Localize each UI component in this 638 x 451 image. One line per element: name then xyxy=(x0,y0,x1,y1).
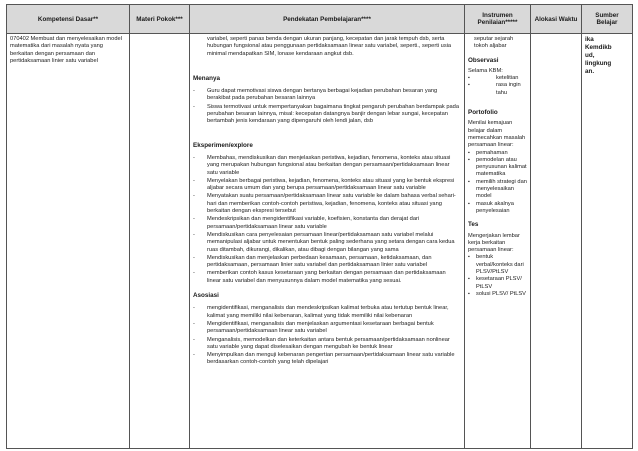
tes-item xyxy=(468,291,527,298)
portofolio-item xyxy=(468,201,527,216)
sumber-line: lingkung xyxy=(585,60,612,67)
portofolio-item xyxy=(468,179,527,201)
eksperimen-item xyxy=(193,216,461,231)
eksperimen-item xyxy=(193,270,461,285)
eksperimen-item-text: Mendiskusikan cara penyelesaian persamaan linear/pertidaksamaan satu variabel melalui memanipulasi aljabar untuk menentukan bentuk paling sederhana yang setara dengan cara kedua ruas ditambah, dikurangi, dikalikan, atau dibagi dengan bilangan yang sama xyxy=(207,231,455,253)
portofolio-text: Menilai kemajuan belajar dalam memecahkan masalah persamaan linear: xyxy=(468,120,526,149)
tes-item-text: bentuk verbal/konteks dari PLSV/PtLSV xyxy=(476,254,524,276)
bullet-icon: ▪ xyxy=(468,82,470,89)
portofolio-heading: Portofolio xyxy=(468,109,498,117)
eksperimen-item xyxy=(193,193,461,215)
instrumen-intro: seputar sejarah tokoh aljabar xyxy=(474,36,514,50)
portofolio-item xyxy=(468,150,527,157)
menanya-item-text: Siswa termotivasi untuk mempertanyakan bagaimana tingkat pengaruh perubahan berdampak pada perubahan besaran lainnya, misal: kecepatan datangnya banjir dengan lebar sungai, kecepatan bertambah jenis kendaraan yang dipengaruhi oleh lendi jalan, dsb xyxy=(207,103,459,125)
alokasi-cell xyxy=(531,34,582,449)
portofolio-item xyxy=(468,157,527,179)
bullet-icon: ▪ xyxy=(468,254,470,261)
header-kompetensi: Kompetensi Dasar** xyxy=(7,5,130,34)
observasi-heading: Observasi xyxy=(468,56,499,64)
menanya-item-text: Guru dapat memotivasi siswa dengan bertanya berbagai kejadian perubahan besaran yang berakibat pada perubahan besaran lainnya xyxy=(207,88,438,102)
bullet-icon: ▪ xyxy=(468,149,470,156)
eksperimen-item xyxy=(193,255,461,270)
eksperimen-item-text: Menyatakan suatu persamaan/pertidaksamaan linear satu variable ke dalam bahasa verbal sehari-hari dan memberikan contoh-contoh peristiwa, kejadian, fenomena, konteks atau situasi yang berkaitan dengan ekspresi tersebut xyxy=(207,193,456,215)
asosiasi-item xyxy=(193,352,461,367)
bullet-icon: ▪ xyxy=(468,75,470,82)
tes-text: Mengerjakan lembar kerja berkaitan persamaan linear: xyxy=(468,232,520,254)
kbm-item-text: ketelitian xyxy=(496,75,519,82)
tes-list xyxy=(468,254,527,298)
kbm-item xyxy=(468,82,527,97)
bullet-icon: ▪ xyxy=(468,200,470,207)
dash-marker: - xyxy=(193,336,195,343)
header-materi: Materi Pokok*** xyxy=(130,5,190,34)
header-sumber: Sumber Belajar xyxy=(582,5,633,34)
dash-marker: - xyxy=(193,88,195,95)
portofolio-item-text: memilih strategi dan menyelesaikan model xyxy=(476,178,527,200)
dash-marker: - xyxy=(193,231,195,238)
selama-kbm-label: Selama KBM: xyxy=(468,67,503,74)
asosiasi-item-text: mengidentifikasi, menganalisis dan mendeskripsikan kalimat terbuka atau tertutup bentuk linear, kalimat yang memiliki nilai kebenaran, kalimat yang tidak memiliki nilai kebenaran xyxy=(207,305,449,319)
sumber-line: an. xyxy=(585,68,595,75)
dash-marker: - xyxy=(193,177,195,184)
eksperimen-item-text: Mendeskripsikan dan mengidentifikasi variable, koefisien, konstanta dan derajat dari persamaan/pertidaksamaan linear satu variable xyxy=(207,216,420,230)
portofolio-item-text: pemahaman xyxy=(476,149,508,156)
tes-item-text: kesetaraan PLSV/ PtLSV xyxy=(476,276,522,290)
dash-marker: - xyxy=(193,154,195,161)
dash-marker: - xyxy=(193,216,195,223)
kompetensi-cell xyxy=(7,34,130,449)
asosiasi-item-text: Menyimpulkan dan menguji kebenaran pengertian persamaan/pertidaksamaan linear satu variable berdasarkan contoh-contoh yang telah dipelajari xyxy=(207,352,455,366)
asosiasi-item-text: Mengidentifikasi, menganalisis dan menjelaskan argumentasi kesetaraan berbagai bentuk persamaan/pertidaksamaan linear satu variabel xyxy=(207,320,434,335)
instrumen-cell xyxy=(465,34,531,449)
pendekatan-cell xyxy=(190,34,465,449)
bullet-icon: ▪ xyxy=(468,156,470,163)
dash-marker: - xyxy=(193,254,195,261)
tes-heading: Tes xyxy=(468,221,479,229)
portofolio-list xyxy=(468,150,527,216)
rpp-page xyxy=(6,4,632,451)
eksperimen-item-text: Menyelakan berbagai peristiwa, kejadian, fenomena, konteks atau situasi yang ke bentuk ekspresi aljabar secara umum dan yang berupa persamaan/pertidaksamaan linear satu variable xyxy=(207,177,455,192)
portofolio-item-text: masuk akalnya penyelesaian xyxy=(476,200,514,214)
menanya-heading: Menanya xyxy=(193,74,220,82)
eksperimen-item xyxy=(193,155,461,177)
asosiasi-item xyxy=(193,305,461,320)
dash-marker: - xyxy=(193,320,195,327)
asosiasi-list xyxy=(193,305,461,366)
eksperimen-item-text: memberikan contoh kasus kesetaraan yang berkaitan dengan persamaan dan pertidaksamaan linear satu variabel dan menyusunnya dalam model matematika yang sesuai. xyxy=(207,270,446,284)
asosiasi-heading: Asosiasi xyxy=(193,292,219,300)
table-header-row xyxy=(7,5,633,34)
dash-marker: - xyxy=(193,103,195,110)
eksperimen-item xyxy=(193,178,461,193)
header-instrumen: Instrumen Penilaian***** xyxy=(465,5,531,34)
kompetensi-text: 070402 Membuat dan menyelesaikan model matematika dari masalah nyata yang berkaitan dengan persamaan dan pertidaksamaan linier satu variabel xyxy=(10,36,122,64)
eksperimen-item-text: Mendiskusikan dan menjelaskan perbedaan kesamaan, persamaan, ketidaksamaan, dan pertidaksamaan, persamaan linier satu variabel dan pertidaksamaan linier satu variabel xyxy=(207,254,432,269)
eksperimen-heading: Eksperimen/explore xyxy=(193,141,253,149)
tes-item xyxy=(468,254,527,276)
sumber-line: ud, xyxy=(585,52,595,59)
eksperimen-list xyxy=(193,155,461,285)
materi-cell xyxy=(130,34,190,449)
portofolio-item-text: pemodelan atau penyusunan kalimat matematika xyxy=(476,156,527,178)
sumber-lines xyxy=(585,36,629,76)
dash-marker: - xyxy=(193,193,195,200)
kbm-item xyxy=(468,75,527,82)
tes-item-text: solusi PLSV/ PtLSV xyxy=(476,290,526,297)
header-alokasi: Alokasi Waktu xyxy=(531,5,582,34)
bullet-icon: ▪ xyxy=(468,276,470,283)
kbm-item-text: rasa ingin tahu xyxy=(496,82,521,96)
asosiasi-item xyxy=(193,321,461,336)
sumber-line: ika xyxy=(585,36,594,43)
dash-marker: - xyxy=(193,305,195,312)
eksperimen-item-text: Membahas, mendiskusikan dan menjelaskan peristiwa, kejadian, fenomena, konteks atau situasi yang merupakan hubungan fungsional atau berkaitan dengan persamaan/pertidaksamaan linear satu variable xyxy=(207,154,451,176)
kbm-list xyxy=(468,75,527,97)
menanya-item xyxy=(193,88,461,103)
syllabus-table xyxy=(6,4,633,449)
bullet-icon: ▪ xyxy=(468,290,470,297)
eksperimen-item xyxy=(193,232,461,254)
header-pendekatan: Pendekatan Pembelajaran**** xyxy=(190,5,465,34)
bullet-icon: ▪ xyxy=(468,178,470,185)
tes-item xyxy=(468,276,527,291)
sumber-cell xyxy=(582,34,633,449)
pendekatan-intro: variabel, seperti panas benda dengan ukuran panjang, kecepatan dan jarak tempuh dsb, serta hubungan fungsional atau penggunaan pertidaksamaan linear satu variabel, seperti., seperti usia minimal mendapatkan SIM, lonase kendaraan angkut dsb. xyxy=(207,36,452,57)
asosiasi-item xyxy=(193,337,461,352)
dash-marker: - xyxy=(193,270,195,277)
dash-marker: - xyxy=(193,352,195,359)
menanya-item xyxy=(193,104,461,126)
table-row xyxy=(7,34,633,449)
sumber-line: Kemdikb xyxy=(585,44,612,51)
menanya-list xyxy=(193,88,461,125)
asosiasi-item-text: Menganalisis, memodelkan dan keterkaitan antara bentuk persamaan/pertidaksamaan nonlinear satu variable yang dapat diselesaikan dengan mengubah ke bentuk linear xyxy=(207,336,450,350)
